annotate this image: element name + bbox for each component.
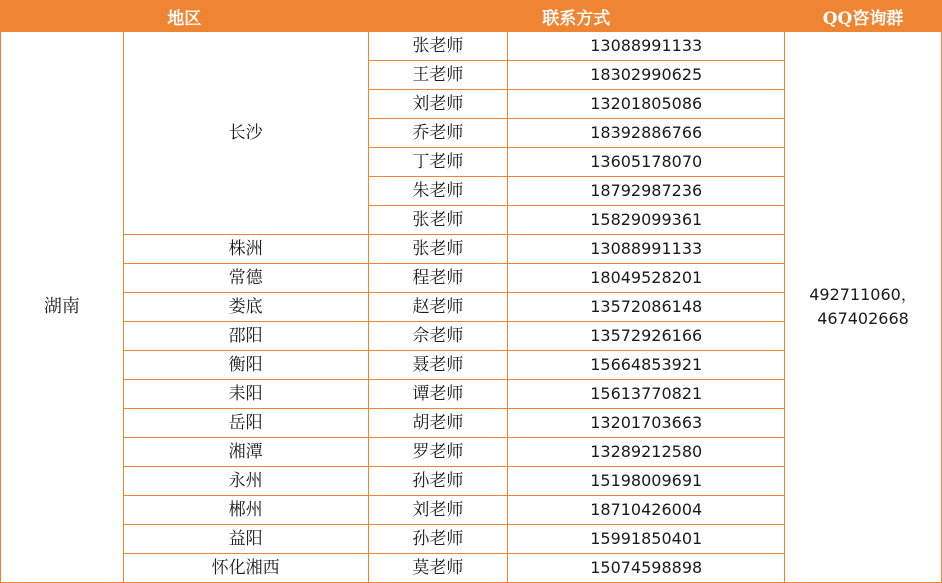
phone-cell: 15613770821 <box>508 380 785 409</box>
phone-cell: 18302990625 <box>508 61 785 90</box>
phone-cell: 13201805086 <box>508 90 785 119</box>
teacher-cell: 丁老师 <box>368 148 508 177</box>
city-cell: 岳阳 <box>123 409 368 438</box>
city-cell: 耒阳 <box>123 380 368 409</box>
city-cell: 湘潭 <box>123 438 368 467</box>
city-cell: 益阳 <box>123 525 368 554</box>
header-qq: QQ咨询群 <box>785 1 942 32</box>
phone-cell: 13289212580 <box>508 438 785 467</box>
teacher-cell: 张老师 <box>368 235 508 264</box>
teacher-cell: 胡老师 <box>368 409 508 438</box>
teacher-cell: 朱老师 <box>368 177 508 206</box>
city-cell: 邵阳 <box>123 322 368 351</box>
city-cell: 衡阳 <box>123 351 368 380</box>
phone-cell: 18392886766 <box>508 119 785 148</box>
teacher-cell: 佘老师 <box>368 322 508 351</box>
phone-cell: 13088991133 <box>508 235 785 264</box>
city-cell: 永州 <box>123 467 368 496</box>
phone-cell: 13572926166 <box>508 322 785 351</box>
phone-cell: 15074598898 <box>508 554 785 583</box>
province-cell: 湖南 <box>1 32 124 583</box>
teacher-cell: 刘老师 <box>368 90 508 119</box>
qq-group-number: 467402668 <box>817 309 909 328</box>
header-contact: 联系方式 <box>368 1 785 32</box>
phone-cell: 13088991133 <box>508 32 785 61</box>
phone-cell: 18049528201 <box>508 264 785 293</box>
teacher-cell: 王老师 <box>368 61 508 90</box>
city-cell: 株洲 <box>123 235 368 264</box>
teacher-cell: 谭老师 <box>368 380 508 409</box>
teacher-cell: 乔老师 <box>368 119 508 148</box>
teacher-cell: 孙老师 <box>368 467 508 496</box>
teacher-cell: 刘老师 <box>368 496 508 525</box>
teacher-cell: 罗老师 <box>368 438 508 467</box>
table-body <box>1 32 942 583</box>
teacher-cell: 程老师 <box>368 264 508 293</box>
phone-cell: 13201703663 <box>508 409 785 438</box>
city-cell: 常德 <box>123 264 368 293</box>
city-cell: 怀化湘西 <box>123 554 368 583</box>
teacher-cell: 张老师 <box>368 206 508 235</box>
table-row <box>1 32 942 61</box>
teacher-cell: 赵老师 <box>368 293 508 322</box>
header-region: 地区 <box>1 1 369 32</box>
phone-cell: 15991850401 <box>508 525 785 554</box>
city-cell: 长沙 <box>123 32 368 235</box>
city-cell: 娄底 <box>123 293 368 322</box>
qq-group-cell <box>785 32 942 583</box>
qq-group-number: 492711060， <box>809 285 917 304</box>
teacher-cell: 孙老师 <box>368 525 508 554</box>
teacher-cell: 张老师 <box>368 32 508 61</box>
teacher-cell: 莫老师 <box>368 554 508 583</box>
header-row <box>1 1 942 32</box>
phone-cell: 13605178070 <box>508 148 785 177</box>
phone-cell: 15664853921 <box>508 351 785 380</box>
city-cell: 郴州 <box>123 496 368 525</box>
phone-cell: 15829099361 <box>508 206 785 235</box>
phone-cell: 13572086148 <box>508 293 785 322</box>
phone-cell: 15198009691 <box>508 467 785 496</box>
teacher-cell: 聂老师 <box>368 351 508 380</box>
phone-cell: 18710426004 <box>508 496 785 525</box>
phone-cell: 18792987236 <box>508 177 785 206</box>
